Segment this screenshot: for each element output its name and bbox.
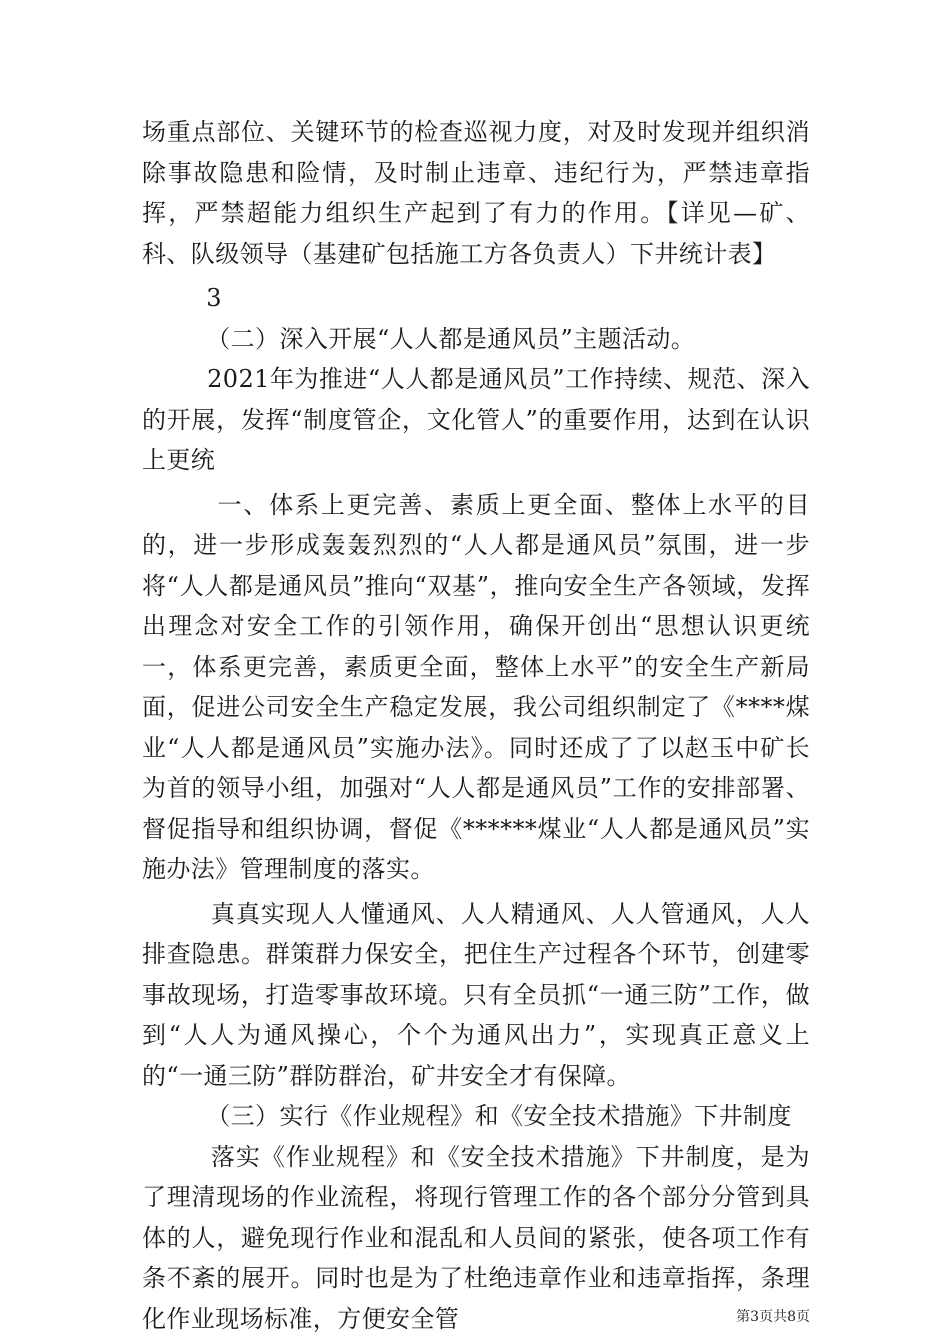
section-heading-2: （二）深入开展“人人都是通风员”主题活动。 (142, 324, 696, 353)
paragraph-inspection-continuation: 场重点部位、关键环节的检查巡视力度，对及时发现并组织消除事故隐患和险情，及时制止违章、违纪行为，严禁违章指挥，严禁超能力组织生产起到了有力的作用。【详见—矿、科、队级领导（基建矿包括施工方各负责人）下井统计表】 (142, 118, 810, 268)
page-footer: 第3页共8页 (736, 1309, 810, 1325)
document-body (142, 112, 810, 1339)
paragraph-system-improvement: 一、体系上更完善、素质上更全面、整体上水平的目的，进一步形成轰轰烈烈的“人人都是通风员”氛围，进一步将“人人都是通风员”推向“双基”，推向安全生产各领域，发挥出理念对安全工作的引领作用，确保开创出“思想认识更统一，体系更完善，素质更全面，整体上水平”的安全生产新局面，促进公司安全生产稳定发展，我公司组织制定了《****煤业“人人都是通风员”实施办法》。同时还成了了以赵玉中矿长为首的领导小组，加强对“人人都是通风员”工作的安排部署、督促指导和组织协调，督促《******煤业“人人都是通风员”实施办法》管理制度的落实。 (142, 490, 811, 883)
paragraph-2021-intro: 2021年为推进“人人都是通风员”工作持续、规范、深入的开展，发挥“制度管企，文化管人”的重要作用，达到在认识上更统 (142, 365, 811, 474)
paragraph-everyone-ventilation: 真真实现人人懂通风、人人精通风、人人管通风，人人排查隐患。群策群力保安全，把住生产过程各个环节，创建零事故现场，打造零事故环境。只有全员抓“一通三防”工作，做到“人人为通风操心，个个为通风出力”，实现真正意义上的“一通三防”群防群治，矿井安全才有保障。 (142, 899, 810, 1090)
section-heading-3: （三）实行《作业规程》和《安全技术措施》下井制度 (142, 1102, 792, 1130)
paragraph-regulations: 落实《作业规程》和《安全技术措施》下井制度，是为了理清现场的作业流程，将现行管理工作的各个部分分管到具体的人，避免现行作业和混乱和人员间的紧张，使各项工作有条不紊的展开。同时也是为了杜绝违章作业和违章指挥，条理化作业现场标准，方便安全管 (142, 1142, 810, 1333)
page-number-inline: 3 (142, 284, 222, 312)
